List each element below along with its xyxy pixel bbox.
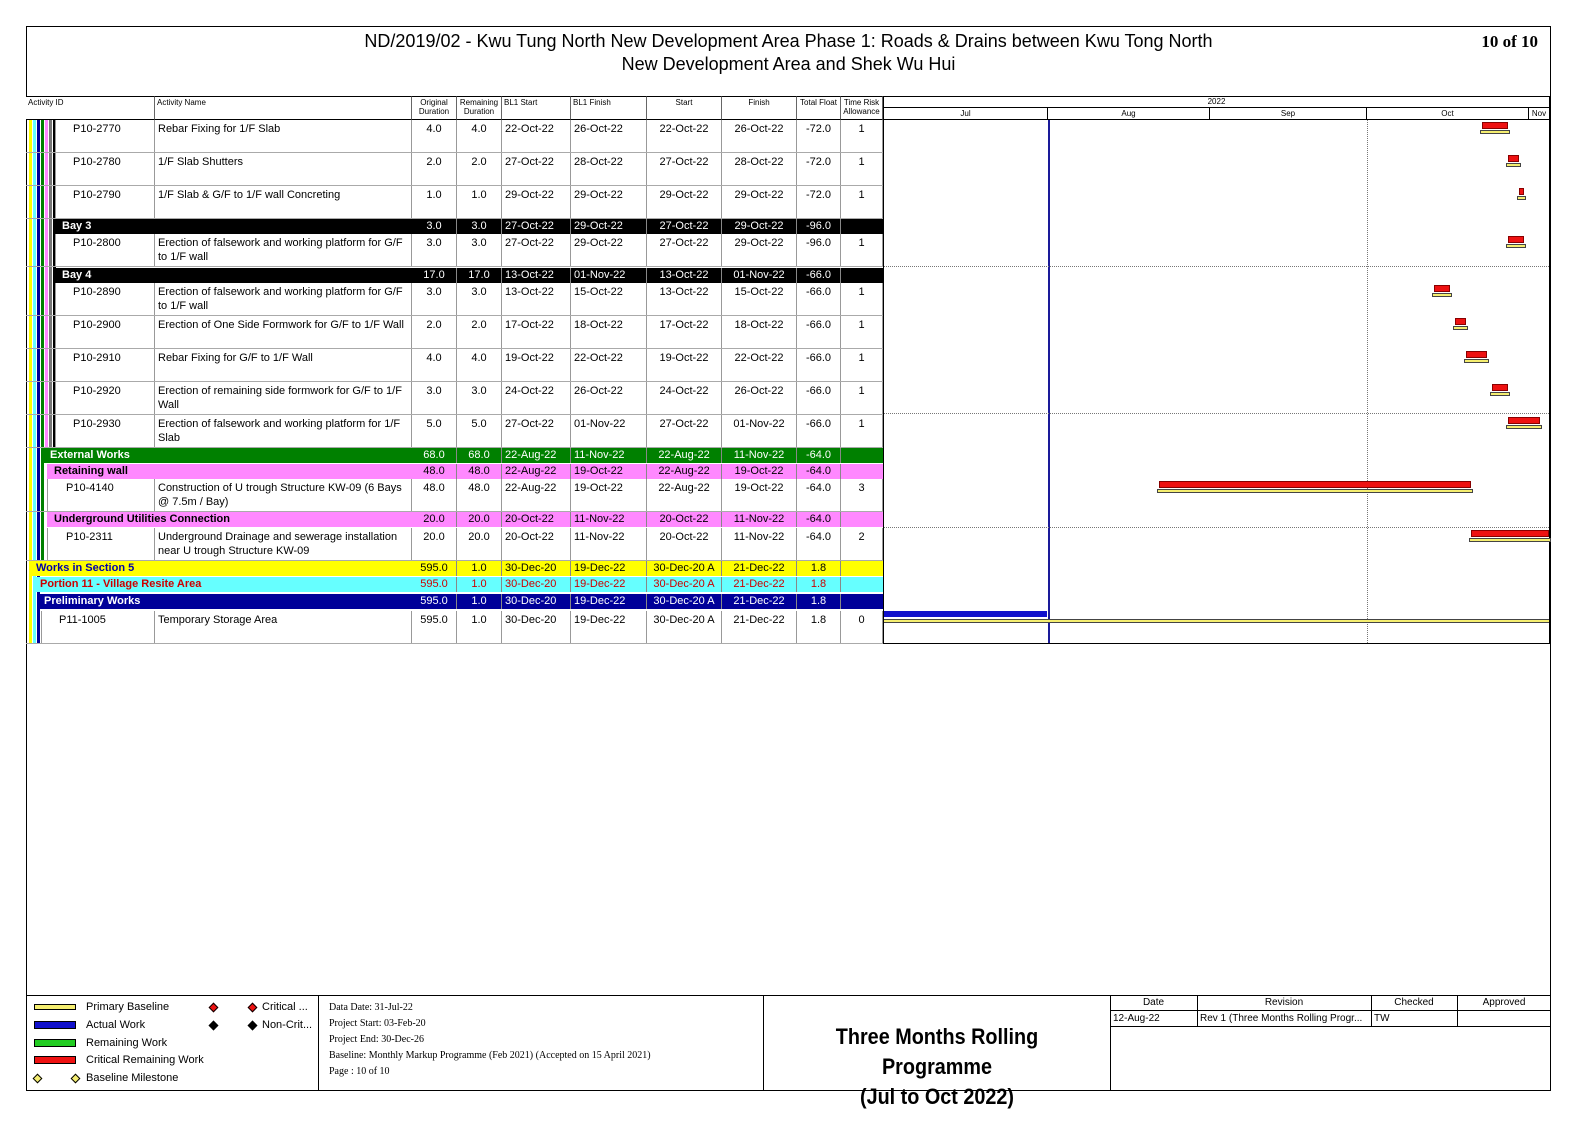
cell-bf: 19-Dec-22 xyxy=(571,561,647,576)
cell-f: 21-Dec-22 xyxy=(722,577,797,592)
legend-non-critical: Non-Crit... xyxy=(262,1019,313,1031)
group-row[interactable] xyxy=(26,512,883,527)
cell-od: 5.0 xyxy=(412,415,457,447)
group-name: External Works xyxy=(50,449,130,461)
cell-rd: 2.0 xyxy=(457,316,502,348)
cell-od: 595.0 xyxy=(412,594,457,609)
cell-tr: 2 xyxy=(841,528,883,560)
cell-tr: 1 xyxy=(841,120,883,152)
gridline-h1 xyxy=(884,266,1549,267)
cell-bs: 27-Oct-22 xyxy=(502,219,571,234)
rev-header-date: Date xyxy=(1142,997,1165,1008)
cell-s: 27-Oct-22 xyxy=(647,153,722,185)
baseline-bar[interactable] xyxy=(1506,425,1542,429)
cell-tf: 1.8 xyxy=(797,594,841,609)
cell-tr: 3 xyxy=(841,479,883,511)
cell-tr: 1 xyxy=(841,234,883,266)
cell-bf: 11-Nov-22 xyxy=(571,448,647,463)
cell-bf: 18-Oct-22 xyxy=(571,316,647,348)
cell-f: 29-Oct-22 xyxy=(722,219,797,234)
activity-id: P11-1005 xyxy=(41,611,155,643)
title-line-2: New Development Area and Shek Wu Hui xyxy=(621,54,956,74)
rev-line-2 xyxy=(1110,1026,1551,1027)
baseline-bar[interactable] xyxy=(1157,489,1473,493)
activity-id: P10-2920 xyxy=(55,382,155,414)
cell-s: 20-Oct-22 xyxy=(647,512,722,527)
activity-id: P10-2890 xyxy=(55,283,155,315)
cell-bs: 29-Oct-22 xyxy=(502,186,571,218)
cell-f: 19-Oct-22 xyxy=(722,464,797,479)
data-date: Data Date: 31-Jul-22 xyxy=(329,1002,413,1013)
cell-rd: 68.0 xyxy=(457,448,502,463)
activity-name: Rebar Fixing for G/F to 1/F Wall xyxy=(155,349,412,381)
cell-od: 48.0 xyxy=(412,464,457,479)
col-activity-id[interactable]: Activity ID xyxy=(26,96,155,120)
cell-bs: 27-Oct-22 xyxy=(502,415,571,447)
legend-critical: Critical ... xyxy=(262,1001,308,1013)
cell-tr: 1 xyxy=(841,186,883,218)
page-title xyxy=(26,30,1551,76)
cell-tf: -72.0 xyxy=(797,120,841,152)
activity-name: Rebar Fixing for 1/F Slab xyxy=(155,120,412,152)
cell-f: 28-Oct-22 xyxy=(722,153,797,185)
legend-remaining-work: Remaining Work xyxy=(86,1037,168,1049)
cell-rd: 3.0 xyxy=(457,283,502,315)
rev-date: 12-Aug-22 xyxy=(1113,1013,1160,1024)
group-name: Preliminary Works xyxy=(44,595,141,607)
cell-bf: 19-Dec-22 xyxy=(571,594,647,609)
critical-bar[interactable] xyxy=(1455,318,1466,325)
legend-baseline-swatch xyxy=(34,1004,76,1010)
cell-tf: -66.0 xyxy=(797,415,841,447)
project-end: Project End: 30-Dec-26 xyxy=(329,1034,424,1045)
table-row[interactable] xyxy=(26,528,883,561)
cell-rd: 1.0 xyxy=(457,186,502,218)
activity-name: Underground Drainage and sewerage installation near U trough Structure KW-09 xyxy=(155,528,412,560)
cell-bf: 29-Oct-22 xyxy=(571,186,647,218)
group-name: Works in Section 5 xyxy=(36,562,135,574)
cell-od: 3.0 xyxy=(412,382,457,414)
group-row[interactable] xyxy=(26,561,883,576)
cell-rd: 20.0 xyxy=(457,528,502,560)
critical-bar[interactable] xyxy=(1508,417,1540,424)
page-info: Page : 10 of 10 xyxy=(329,1066,390,1077)
cell-tf: -66.0 xyxy=(797,349,841,381)
cell-tr: 1 xyxy=(841,382,883,414)
cell-f: 29-Oct-22 xyxy=(722,234,797,266)
baseline-bar[interactable] xyxy=(1469,538,1551,542)
cell-s: 13-Oct-22 xyxy=(647,283,722,315)
cell-tf: -64.0 xyxy=(797,464,841,479)
month-nov: Nov xyxy=(1531,109,1547,118)
activity-id: P10-4140 xyxy=(47,479,155,511)
cell-od: 20.0 xyxy=(412,528,457,560)
table-row[interactable] xyxy=(26,349,883,382)
cell-bf: 26-Oct-22 xyxy=(571,382,647,414)
cell-rd: 5.0 xyxy=(457,415,502,447)
cell-tr: 1 xyxy=(841,316,883,348)
cell-rd: 1.0 xyxy=(457,561,502,576)
month-aug: Aug xyxy=(1048,108,1210,120)
cell-s: 22-Aug-22 xyxy=(647,448,722,463)
cell-bf: 11-Nov-22 xyxy=(571,528,647,560)
legend-primary-baseline: Primary Baseline xyxy=(86,1001,170,1013)
cell-s: 22-Oct-22 xyxy=(647,120,722,152)
cell-bf: 19-Dec-22 xyxy=(571,611,647,643)
table-row[interactable] xyxy=(26,415,883,448)
cell-bs: 22-Oct-22 xyxy=(502,120,571,152)
cell-f: 26-Oct-22 xyxy=(722,382,797,414)
cell-bs: 30-Dec-20 xyxy=(502,561,571,576)
cell-f: 29-Oct-22 xyxy=(722,186,797,218)
activity-name: 1/F Slab Shutters xyxy=(155,153,412,185)
group-name: Underground Utilities Connection xyxy=(54,513,230,525)
cell-tf: 1.8 xyxy=(797,611,841,643)
cell-rd: 20.0 xyxy=(457,512,502,527)
col-bl1-finish[interactable]: BL1 Finish xyxy=(571,96,647,120)
cell-od: 48.0 xyxy=(412,479,457,511)
cell-f: 22-Oct-22 xyxy=(722,349,797,381)
cell-tf: -66.0 xyxy=(797,268,841,283)
cell-s: 19-Oct-22 xyxy=(647,349,722,381)
cell-bf: 01-Nov-22 xyxy=(571,268,647,283)
rev-text: Rev 1 (Three Months Rolling Progr... xyxy=(1200,1013,1363,1024)
col-start[interactable]: Start xyxy=(647,96,722,120)
cell-f: 21-Dec-22 xyxy=(722,611,797,643)
cell-od: 68.0 xyxy=(412,448,457,463)
cell-bs: 30-Dec-20 xyxy=(502,611,571,643)
activity-id: P10-2900 xyxy=(55,316,155,348)
month-sep: Sep xyxy=(1210,108,1367,120)
cell-rd: 48.0 xyxy=(457,464,502,479)
gridline-h3 xyxy=(884,527,1549,528)
col-activity-name[interactable]: Activity Name xyxy=(155,96,412,120)
critical-bar[interactable] xyxy=(1519,188,1524,195)
activity-name: Erection of One Side Formwork for G/F to 1/F Wall xyxy=(155,316,412,348)
gridline-oct xyxy=(1367,120,1368,643)
rev-header-checked: Checked xyxy=(1394,997,1434,1008)
programme-title xyxy=(781,1022,1092,1112)
cell-od: 17.0 xyxy=(412,268,457,283)
cell-bs: 22-Aug-22 xyxy=(502,448,571,463)
table-row[interactable] xyxy=(26,186,883,219)
activity-name: Erection of remaining side formwork for G/F to 1/F Wall xyxy=(155,382,412,414)
cell-bs: 27-Oct-22 xyxy=(502,153,571,185)
cell-bf: 28-Oct-22 xyxy=(571,153,647,185)
baseline-bar[interactable] xyxy=(1490,392,1510,396)
cell-od: 3.0 xyxy=(412,283,457,315)
cell-rd: 3.0 xyxy=(457,219,502,234)
month-oct: Oct xyxy=(1367,108,1529,120)
group-name: Bay 4 xyxy=(62,269,92,281)
cell-tf: -64.0 xyxy=(797,448,841,463)
baseline-info: Baseline: Monthly Markup Programme (Feb 2021) (Accepted on 15 April 2021) xyxy=(329,1050,651,1061)
table-row[interactable] xyxy=(26,479,883,512)
cell-bf: 26-Oct-22 xyxy=(571,120,647,152)
cell-f: 21-Dec-22 xyxy=(722,594,797,609)
timeline-year: 2022 xyxy=(884,97,1549,108)
cell-s: 17-Oct-22 xyxy=(647,316,722,348)
cell-od: 1.0 xyxy=(412,186,457,218)
critical-bar[interactable] xyxy=(1159,481,1471,488)
critical-bar[interactable] xyxy=(1508,155,1519,162)
critical-bar[interactable] xyxy=(1482,122,1509,129)
cell-bs: 19-Oct-22 xyxy=(502,349,571,381)
rev-checked: TW xyxy=(1374,1013,1390,1024)
activity-name: Construction of U trough Structure KW-09 (6 Bays @ 7.5m / Bay) xyxy=(155,479,412,511)
cell-od: 2.0 xyxy=(412,316,457,348)
footer-divider xyxy=(26,995,1551,996)
critical-bar[interactable] xyxy=(1492,384,1508,391)
cell-tf: -66.0 xyxy=(797,382,841,414)
col-original-duration[interactable]: Original Duration xyxy=(412,96,457,120)
cell-od: 4.0 xyxy=(412,120,457,152)
cell-s: 30-Dec-20 A xyxy=(647,594,722,609)
activity-name: Erection of falsework and working platform for G/F to 1/F wall xyxy=(155,234,412,266)
cell-f: 01-Nov-22 xyxy=(722,268,797,283)
activity-name: Erection of falsework and working platform for 1/F Slab xyxy=(155,415,412,447)
baseline-bar[interactable] xyxy=(1464,359,1489,363)
activity-id: P10-2930 xyxy=(55,415,155,447)
cell-tr: 1 xyxy=(841,153,883,185)
programme-title-line-1: Three Months Rolling Programme xyxy=(835,1024,1039,1079)
baseline-bar[interactable] xyxy=(1432,293,1452,297)
cell-tr: 0 xyxy=(841,611,883,643)
cell-s: 24-Oct-22 xyxy=(647,382,722,414)
cell-bs: 13-Oct-22 xyxy=(502,268,571,283)
cell-bf: 19-Oct-22 xyxy=(571,464,647,479)
cell-bs: 30-Dec-20 xyxy=(502,594,571,609)
table-row[interactable] xyxy=(26,611,883,644)
cell-s: 13-Oct-22 xyxy=(647,268,722,283)
cell-rd: 2.0 xyxy=(457,153,502,185)
cell-bf: 15-Oct-22 xyxy=(571,283,647,315)
cell-tf: 1.8 xyxy=(797,561,841,576)
cell-od: 2.0 xyxy=(412,153,457,185)
cell-f: 18-Oct-22 xyxy=(722,316,797,348)
legend-critical-swatch xyxy=(34,1056,76,1064)
activity-id: P10-2790 xyxy=(55,186,155,218)
cell-s: 22-Aug-22 xyxy=(647,479,722,511)
cell-rd: 3.0 xyxy=(457,382,502,414)
cell-bs: 22-Aug-22 xyxy=(502,464,571,479)
cell-bf: 01-Nov-22 xyxy=(571,415,647,447)
table-row[interactable] xyxy=(26,283,883,316)
table-row[interactable] xyxy=(26,120,883,153)
legend-actual-swatch xyxy=(34,1021,76,1029)
project-start: Project Start: 03-Feb-20 xyxy=(329,1018,426,1029)
data-date-line xyxy=(1048,120,1050,643)
activity-id: P10-2910 xyxy=(55,349,155,381)
cell-bs: 24-Oct-22 xyxy=(502,382,571,414)
cell-rd: 1.0 xyxy=(457,594,502,609)
cell-rd: 4.0 xyxy=(457,349,502,381)
critical-bar[interactable] xyxy=(1466,351,1487,358)
col-remaining-duration[interactable]: Remaining Duration xyxy=(457,96,502,120)
page-number: 10 of 10 xyxy=(1481,32,1538,51)
critical-bar[interactable] xyxy=(1434,285,1450,292)
rev-header-approved: Approved xyxy=(1482,997,1526,1008)
gantt-chart xyxy=(883,120,1550,644)
cell-tf: -96.0 xyxy=(797,234,841,266)
group-name: Portion 11 - Village Resite Area xyxy=(40,578,202,590)
cell-rd: 3.0 xyxy=(457,234,502,266)
cell-tr: 1 xyxy=(841,415,883,447)
cell-f: 21-Dec-22 xyxy=(722,561,797,576)
gridline-h2 xyxy=(884,413,1549,414)
cell-bf: 29-Oct-22 xyxy=(571,219,647,234)
cell-od: 3.0 xyxy=(412,234,457,266)
legend-remaining-swatch xyxy=(34,1039,76,1047)
baseline-bar-long[interactable] xyxy=(884,619,1549,623)
legend-actual-work: Actual Work xyxy=(86,1019,146,1031)
col-time-risk[interactable]: Time Risk Allowance xyxy=(841,96,883,120)
title-line-1: ND/2019/02 - Kwu Tung North New Development Area Phase 1: Roads & Drains between Kwu Tong North xyxy=(364,31,1213,51)
cell-s: 29-Oct-22 xyxy=(647,186,722,218)
cell-tr: 1 xyxy=(841,349,883,381)
cell-tf: -72.0 xyxy=(797,153,841,185)
cell-bf: 19-Dec-22 xyxy=(571,577,647,592)
cell-tf: -64.0 xyxy=(797,512,841,527)
cell-f: 11-Nov-22 xyxy=(722,528,797,560)
cell-od: 3.0 xyxy=(412,219,457,234)
legend-critical-remaining: Critical Remaining Work xyxy=(86,1054,204,1066)
activity-name: 1/F Slab & G/F to 1/F wall Concreting xyxy=(155,186,412,218)
activity-id: P10-2780 xyxy=(55,153,155,185)
cell-f: 26-Oct-22 xyxy=(722,120,797,152)
group-row[interactable] xyxy=(26,577,883,592)
cell-tf: -66.0 xyxy=(797,283,841,315)
cell-bs: 20-Oct-22 xyxy=(502,512,571,527)
baseline-bar[interactable] xyxy=(1453,326,1468,330)
group-name: Retaining wall xyxy=(54,465,128,477)
group-row[interactable] xyxy=(26,464,883,479)
footer-sep-1 xyxy=(318,995,319,1091)
cell-tf: 1.8 xyxy=(797,577,841,592)
cell-tf: -64.0 xyxy=(797,479,841,511)
cell-rd: 4.0 xyxy=(457,120,502,152)
group-row[interactable] xyxy=(26,268,883,283)
cell-f: 19-Oct-22 xyxy=(722,479,797,511)
cell-od: 4.0 xyxy=(412,349,457,381)
legend-baseline-milestone: Baseline Milestone xyxy=(86,1072,179,1084)
col-bl1-start[interactable]: BL1 Start xyxy=(502,96,571,120)
activity-name: Erection of falsework and working platform for G/F to 1/F wall xyxy=(155,283,412,315)
cell-bs: 22-Aug-22 xyxy=(502,479,571,511)
cell-tf: -66.0 xyxy=(797,316,841,348)
cell-od: 595.0 xyxy=(412,577,457,592)
cell-bs: 17-Oct-22 xyxy=(502,316,571,348)
timeline-header xyxy=(883,96,1550,120)
cell-s: 27-Oct-22 xyxy=(647,219,722,234)
baseline-bar[interactable] xyxy=(1480,130,1511,134)
cell-bs: 13-Oct-22 xyxy=(502,283,571,315)
activity-id: P10-2800 xyxy=(55,234,155,266)
cell-bs: 30-Dec-20 xyxy=(502,577,571,592)
table-row[interactable] xyxy=(26,234,883,267)
cell-od: 20.0 xyxy=(412,512,457,527)
cell-tf: -96.0 xyxy=(797,219,841,234)
cell-bf: 22-Oct-22 xyxy=(571,349,647,381)
cell-f: 01-Nov-22 xyxy=(722,415,797,447)
group-row[interactable] xyxy=(26,219,883,234)
critical-bar[interactable] xyxy=(1508,236,1524,243)
cell-od: 595.0 xyxy=(412,561,457,576)
baseline-bar[interactable] xyxy=(1506,244,1526,248)
cell-tr: 1 xyxy=(841,283,883,315)
cell-f: 15-Oct-22 xyxy=(722,283,797,315)
group-row[interactable] xyxy=(26,448,883,463)
cell-tf: -64.0 xyxy=(797,528,841,560)
cell-rd: 1.0 xyxy=(457,577,502,592)
rev-header-revision: Revision xyxy=(1264,997,1304,1008)
cell-bs: 20-Oct-22 xyxy=(502,528,571,560)
cell-f: 11-Nov-22 xyxy=(722,448,797,463)
cell-s: 22-Aug-22 xyxy=(647,464,722,479)
group-row[interactable] xyxy=(26,594,883,609)
activity-name: Temporary Storage Area xyxy=(155,611,412,643)
activity-id: P10-2311 xyxy=(47,528,155,560)
table-row[interactable] xyxy=(26,316,883,349)
col-finish[interactable]: Finish xyxy=(722,96,797,120)
critical-bar[interactable] xyxy=(1471,530,1549,537)
cell-s: 20-Oct-22 xyxy=(647,528,722,560)
group-name: Bay 3 xyxy=(62,220,92,232)
table-row[interactable] xyxy=(26,382,883,415)
cell-s: 30-Dec-20 A xyxy=(647,577,722,592)
cell-rd: 1.0 xyxy=(457,611,502,643)
cell-bf: 11-Nov-22 xyxy=(571,512,647,527)
cell-bf: 19-Oct-22 xyxy=(571,479,647,511)
baseline-bar[interactable] xyxy=(1506,163,1521,167)
cell-rd: 17.0 xyxy=(457,268,502,283)
footer-sep-2 xyxy=(763,995,764,1091)
cell-f: 11-Nov-22 xyxy=(722,512,797,527)
cell-tf: -72.0 xyxy=(797,186,841,218)
cell-s: 27-Oct-22 xyxy=(647,415,722,447)
table-row[interactable] xyxy=(26,153,883,186)
programme-title-line-2: (Jul to Oct 2022) xyxy=(859,1084,1015,1109)
cell-bs: 27-Oct-22 xyxy=(502,234,571,266)
cell-s: 30-Dec-20 A xyxy=(647,561,722,576)
rev-line-1 xyxy=(1110,1010,1551,1011)
cell-s: 30-Dec-20 A xyxy=(647,611,722,643)
actual-work-bar[interactable] xyxy=(884,611,1047,617)
activity-id: P10-2770 xyxy=(55,120,155,152)
cell-rd: 48.0 xyxy=(457,479,502,511)
col-total-float[interactable]: Total Float xyxy=(797,96,841,120)
cell-bf: 29-Oct-22 xyxy=(571,234,647,266)
month-jul: Jul xyxy=(884,108,1048,120)
cell-s: 27-Oct-22 xyxy=(647,234,722,266)
cell-od: 595.0 xyxy=(412,611,457,643)
baseline-bar[interactable] xyxy=(1517,196,1526,200)
